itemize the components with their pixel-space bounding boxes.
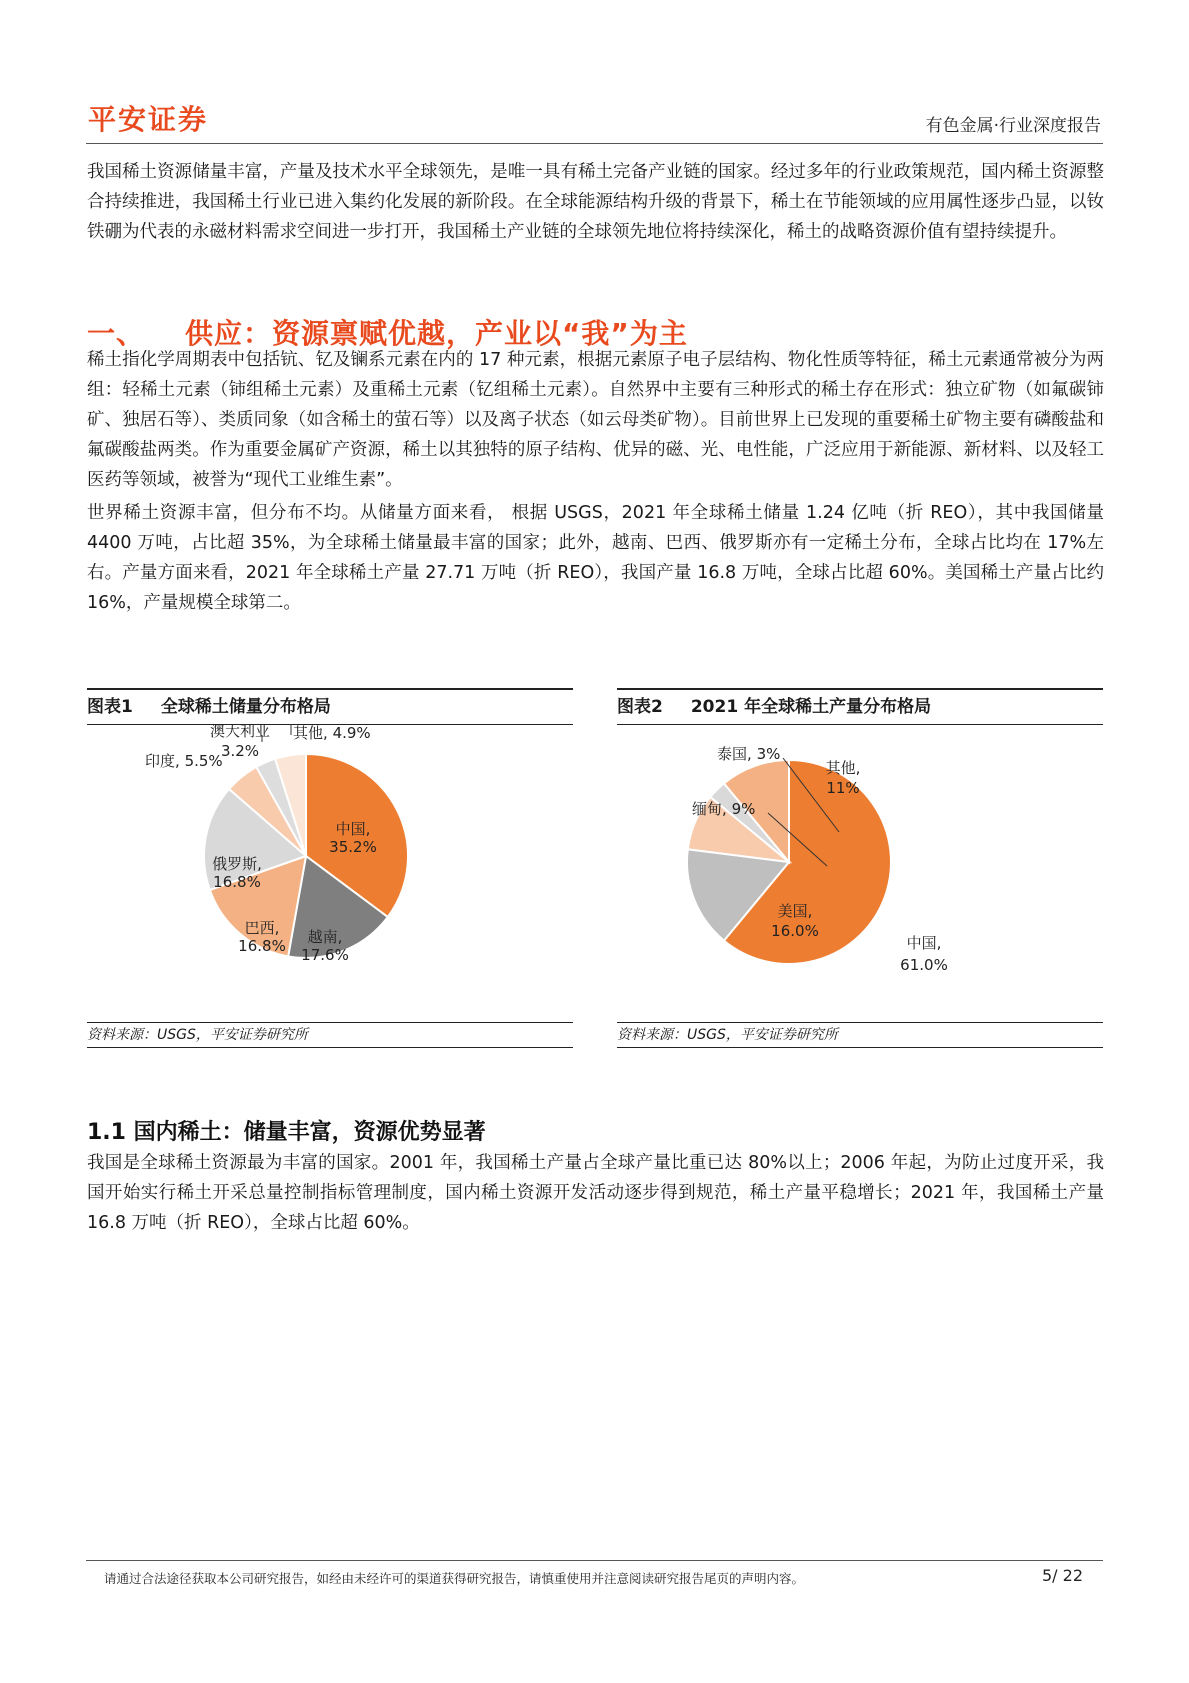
subsection-paragraph: 我国是全球稀土资源最为丰富的国家。2001 年，我国稀土产量占全球产量比重已达 80%以上；2006 年起，为防止过度开采，我国开始实行稀土开采总量控制指标管理制度，国内稀土资源开发活动逐步得到规范，稀土产量平稳增长；2021 年，我国稀土产量 16.8 万吨（折 REO），全球占比超 60%。 <box>87 1153 1104 1233</box>
slice-label-brazil: 巴西, 16.8% <box>238 919 286 955</box>
footer-disclaimer: 请通过合法途径获取本公司研究报告，如经由未经许可的渠道获得研究报告，请慎重使用并注意阅读研究报告尾页的声明内容。 <box>104 1571 805 1586</box>
slice-label-india: 印度, 5.5% <box>145 752 223 770</box>
section-paragraph-1: 稀土指化学周期表中包括钪、钇及镧系元素在内的 17 种元素，根据元素原子电子层结构、物化性质等特征，稀土元素通常被分为两组：轻稀土元素（铈组稀土元素）及重稀土元素（钇组稀土元素）。自然界中主要有三种形式的稀土存在形式：独立矿物（如氟碳铈矿、独居石等）、类质同象（如含稀土的萤石等）以及离子状态（如云母类矿物）。目前世界上已发现的重要稀土矿物主要有磷酸盐和氟碳酸盐两类。作为重要金属矿产资源，稀土以其独特的原子结构、优异的磁、光、电性能，广泛应用于新能源、新材料、以及轻工医药等领域，被誉为“现代工业维生素”。 <box>87 350 1104 490</box>
production-pie-chart <box>617 724 1103 1020</box>
slice-label-australia: 澳大利亚 3.2% <box>209 724 271 760</box>
footer-divider <box>86 1560 1103 1561</box>
section-paragraph-2: 世界稀土资源丰富，但分布不均。从储量方面来看， 根据 USGS，2021 年全球稀土储量 1.24 亿吨（折 REO），其中我国储量 4400 万吨，占比超 35%，为全球稀土储量最丰富的国家；此外，越南、巴西、俄罗斯亦有一定稀土分布，全球占比均在 17%左右。产量方面来看，2021 年全球稀土产量 27.71 万吨（折 REO），我国产量 16.8 万吨，全球占比超 60%。美国稀土产量占比约 16%，产量规模全球第二。 <box>87 503 1104 613</box>
report-category: 有色金属·行业深度报告 <box>925 116 1101 136</box>
subsection-heading: 1.1 国内稀土：储量丰富，资源优势显著 <box>87 1120 486 1145</box>
page-number: 5/ 22 <box>1041 1566 1083 1585</box>
section-title: 供应：资源禀赋优越，产业以“我”为主 <box>185 317 688 350</box>
figure-1-caption: 全球稀土储量分布格局 <box>160 697 331 717</box>
reserves-pie-chart <box>87 724 573 1020</box>
figure-2-caption: 2021 年全球稀土产量分布格局 <box>690 697 932 717</box>
intro-paragraph: 我国稀土资源储量丰富，产量及技术水平全球领先，是唯一具有稀土完备产业链的国家。经过多年的行业政策规范，国内稀土资源整合持续推进，我国稀土行业已进入集约化发展的新阶段。在全球能源结构升级的背景下，稀土在节能领域的应用属性逐步凸显，以钕铁硼为代表的永磁材料需求空间进一步打开，我国稀土产业链的全球领先地位将持续深化，稀土的战略资源价值有望持续提升。 <box>87 162 1104 242</box>
slice-label-usa: 美国, 16.0% <box>771 902 819 940</box>
figure-1-source: 资料来源：USGS，平安证券研究所 <box>87 1022 573 1048</box>
section-number: 一、 <box>87 317 146 350</box>
figure-1-title <box>87 688 573 725</box>
figure-2-source: 资料来源：USGS，平安证券研究所 <box>617 1022 1103 1048</box>
figure-2-label: 图表2 <box>617 697 663 717</box>
slice-label-other-production: 其他, 11% <box>825 759 861 797</box>
slice-label-other: 其他, 4.9% <box>293 724 371 742</box>
slice-label-russia: 俄罗斯, 16.8% <box>212 855 262 891</box>
slice-label-china-production: 中国, 61.0% <box>900 934 948 974</box>
slice-label-myanmar: 缅甸, 9% <box>692 800 756 818</box>
company-logo: 平安证券 <box>88 103 209 136</box>
header-divider <box>86 143 1103 144</box>
slice-label-vietnam: 越南, 17.6% <box>301 928 349 964</box>
figure-2-title <box>617 688 1103 725</box>
slice-label-thailand: 泰国, 3% <box>717 745 781 763</box>
slice-label-china: 中国, 35.2% <box>329 820 377 856</box>
figure-2 <box>617 688 1103 1050</box>
figure-1 <box>87 688 573 1050</box>
figure-1-label: 图表1 <box>87 697 133 717</box>
